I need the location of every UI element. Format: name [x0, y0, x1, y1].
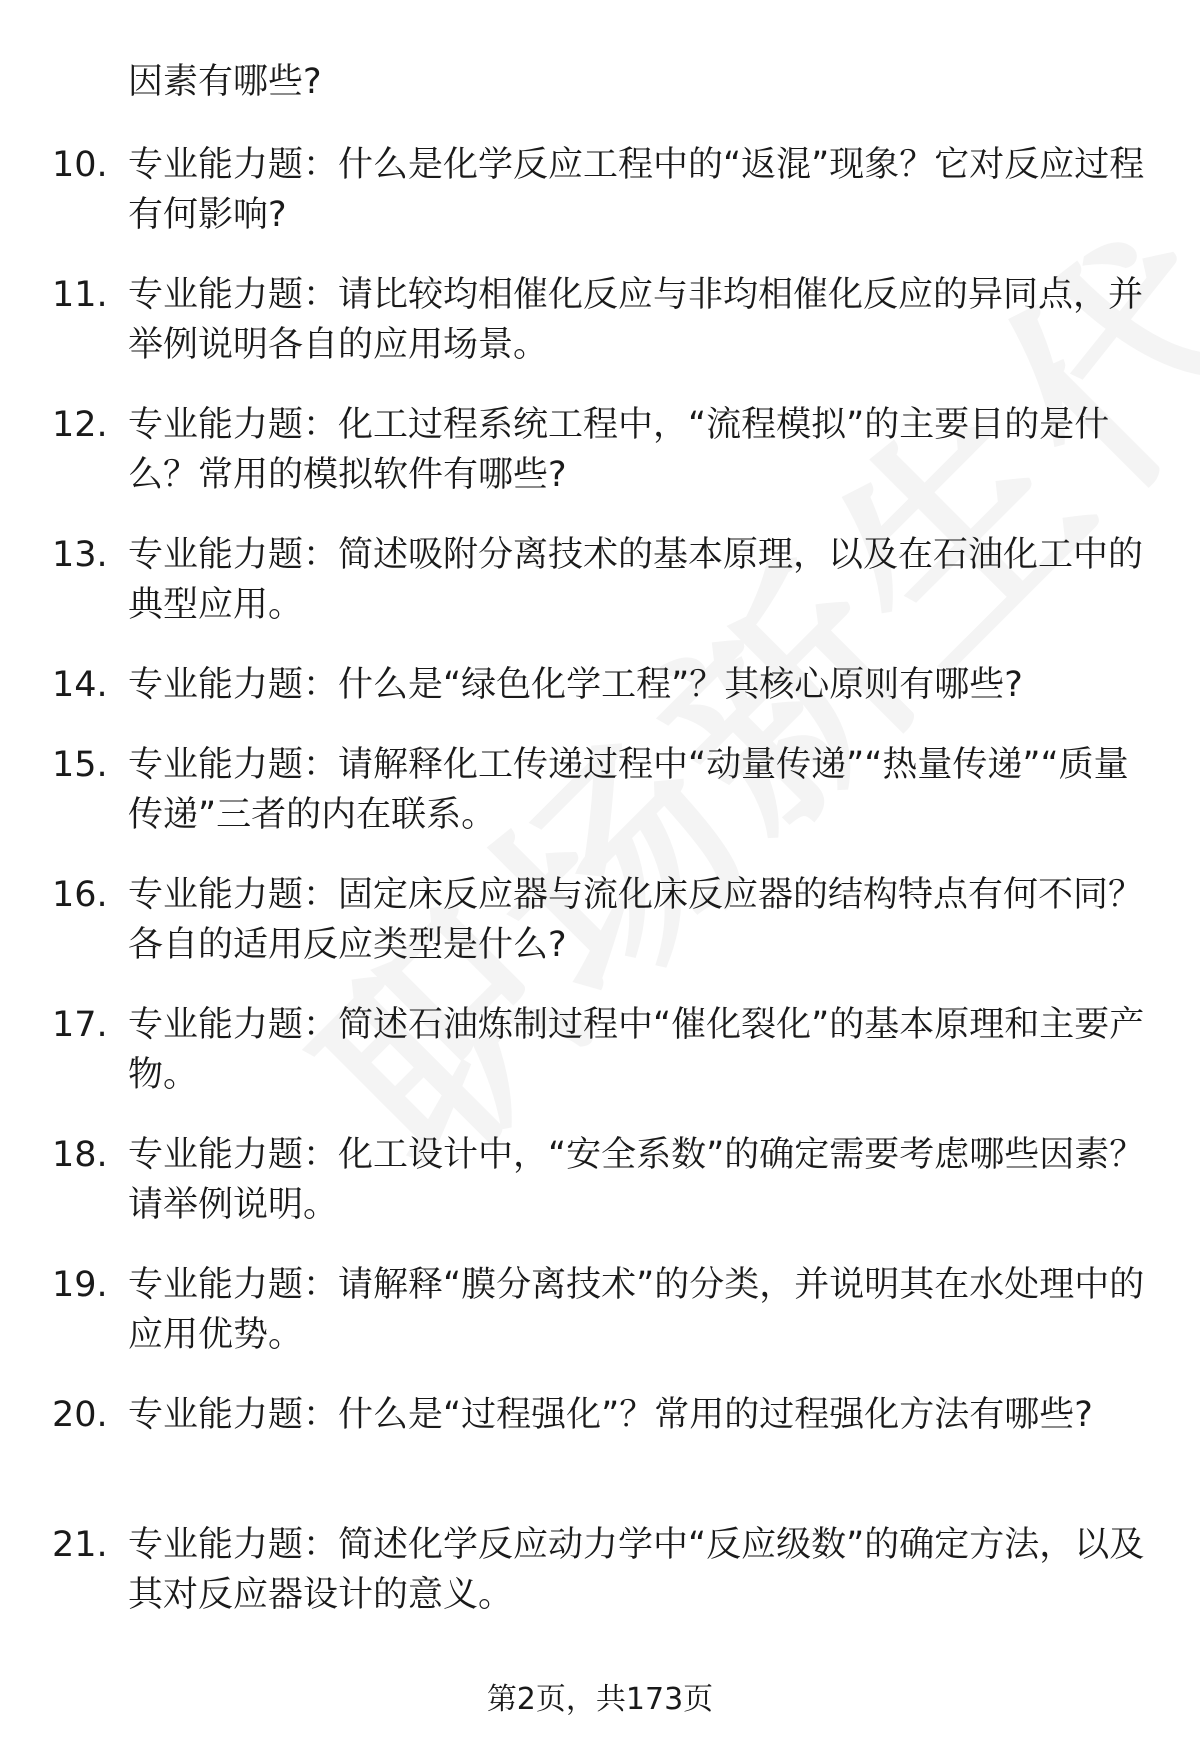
question-number: 15. [52, 745, 108, 785]
question-number: 21. [52, 1525, 108, 1565]
question-item [52, 400, 1152, 530]
question-number: 17. [52, 1005, 108, 1045]
question-text: 专业能力题：简述化学反应动力学中“反应级数”的确定方法，以及其对反应器设计的意义。 [128, 1525, 1145, 1615]
question-item [52, 1000, 1152, 1130]
question-item [52, 530, 1152, 660]
question-text: 专业能力题：什么是“过程强化”？常用的过程强化方法有哪些? [128, 1395, 1093, 1435]
question-item [52, 140, 1152, 270]
question-number: 14. [52, 665, 108, 705]
question-text: 专业能力题：化工设计中，“安全系数”的确定需要考虑哪些因素？请举例说明。 [128, 1135, 1145, 1225]
question-text: 专业能力题：什么是化学反应工程中的“返混”现象？它对反应过程有何影响? [128, 145, 1145, 235]
page-number-footer: 第2页，共173页 [486, 1682, 714, 1717]
question-number: 16. [52, 875, 108, 915]
question-number: 18. [52, 1135, 108, 1175]
question-number: 12. [52, 405, 108, 445]
question-item [52, 870, 1152, 1000]
question-item [52, 660, 1152, 740]
question-number: 11. [52, 275, 108, 315]
question-text: 专业能力题：固定床反应器与流化床反应器的结构特点有何不同？各自的适用反应类型是什么? [128, 875, 1144, 965]
question-item [52, 1390, 1152, 1520]
question-number: 20. [52, 1395, 108, 1435]
question-text: 专业能力题：简述吸附分离技术的基本原理，以及在石油化工中的典型应用。 [128, 535, 1144, 625]
question-item [52, 1520, 1152, 1650]
question-number: 13. [52, 535, 108, 575]
question-item [52, 1130, 1152, 1260]
question-text: 专业能力题：请解释“膜分离技术”的分类，并说明其在水处理中的应用优势。 [128, 1265, 1145, 1355]
question-number: 19. [52, 1265, 108, 1305]
question-number: 10. [52, 145, 108, 185]
question-text: 专业能力题：请解释化工传递过程中“动量传递”“热量传递”“质量传递”三者的内在联系。 [128, 745, 1129, 835]
question-item [52, 270, 1152, 400]
question-text: 专业能力题：什么是“绿色化学工程”？其核心原则有哪些? [128, 665, 1023, 705]
question-item [52, 740, 1152, 870]
question-text: 专业能力题：简述石油炼制过程中“催化裂化”的基本原理和主要产物。 [128, 1005, 1145, 1095]
continued-question-text: 因素有哪些? [128, 62, 322, 102]
question-list [52, 140, 1152, 1650]
question-item [52, 1260, 1152, 1390]
question-text: 专业能力题：请比较均相催化反应与非均相催化反应的异同点，并举例说明各自的应用场景。 [128, 275, 1144, 365]
question-text: 专业能力题：化工过程系统工程中，“流程模拟”的主要目的是什么？常用的模拟软件有哪些? [128, 405, 1110, 495]
